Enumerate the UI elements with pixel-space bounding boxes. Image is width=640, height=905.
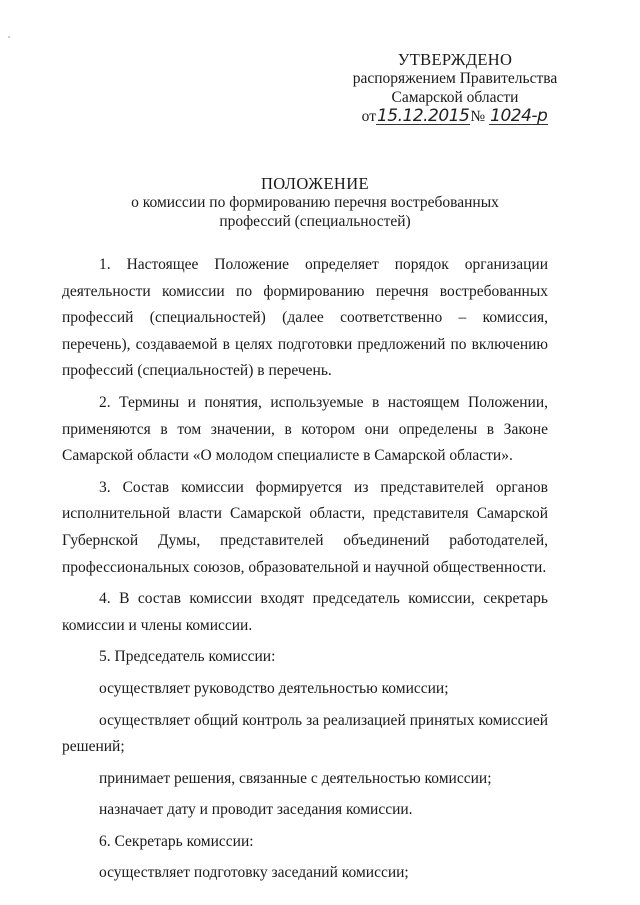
paragraph-2: 2. Термины и понятия, используемые в настоящем Положении, применяются в том значении, в котором они определены в Законе Самарской области «О молодом специалисте в Самарской области».	[62, 393, 548, 465]
handwritten-date: 15.12.2015	[376, 106, 470, 126]
title-line-2: профессий (специальностей)	[219, 213, 411, 230]
paragraph-6-heading: 6. Секретарь комиссии:	[99, 832, 254, 850]
list-item: осуществляет общий контроль за реализацией принятых комиссией решений;	[62, 711, 548, 756]
approval-stamp	[330, 50, 580, 126]
paragraph-3: 3. Состав комиссии формируется из представителей органов исполнительной власти Самарской области, представителя Самарской Губернской Думы, представителей объединений работодателей, профессиональных союзов, образовательной и научной общественности.	[62, 478, 548, 576]
approval-heading: УТВЕРЖДЕНО	[397, 50, 513, 69]
paragraph-5-heading: 5. Председатель комиссии:	[99, 648, 276, 666]
approval-line-1: распоряжением Правительства	[352, 70, 558, 87]
document-body	[62, 252, 548, 892]
approval-line-2: Самарской области	[391, 89, 519, 106]
title-heading: ПОЛОЖЕНИЕ	[260, 174, 370, 193]
approval-date-line	[330, 107, 580, 126]
title-line-1: о комиссии по формированию перечня востребованных	[131, 194, 499, 211]
list-item: осуществляет руководство деятельностью комиссии;	[99, 679, 449, 697]
paragraph-4: 4. В состав комиссии входят председатель комиссии, секретарь комиссии и члены комиссии.	[62, 590, 548, 634]
list-item: осуществляет подготовку заседаний комиссии;	[99, 864, 409, 882]
date-prefix: от	[361, 108, 376, 125]
paragraph-1: 1. Настоящее Положение определяет порядок организации деятельности комиссии по формированию перечня востребованных профессий (специальностей) (далее соответственно – комиссия, перечень), создаваемой в целях подготовки предложений по включению профессий (специальностей) в перечень.	[62, 256, 548, 380]
list-item: назначает дату и проводит заседания комиссии.	[99, 801, 413, 819]
scan-dot	[8, 36, 10, 38]
number-prefix: №	[470, 108, 486, 125]
document-title	[100, 174, 530, 231]
handwritten-number: 1024-р	[490, 106, 548, 126]
list-item: принимает решения, связанные с деятельностью комиссии;	[99, 769, 492, 787]
